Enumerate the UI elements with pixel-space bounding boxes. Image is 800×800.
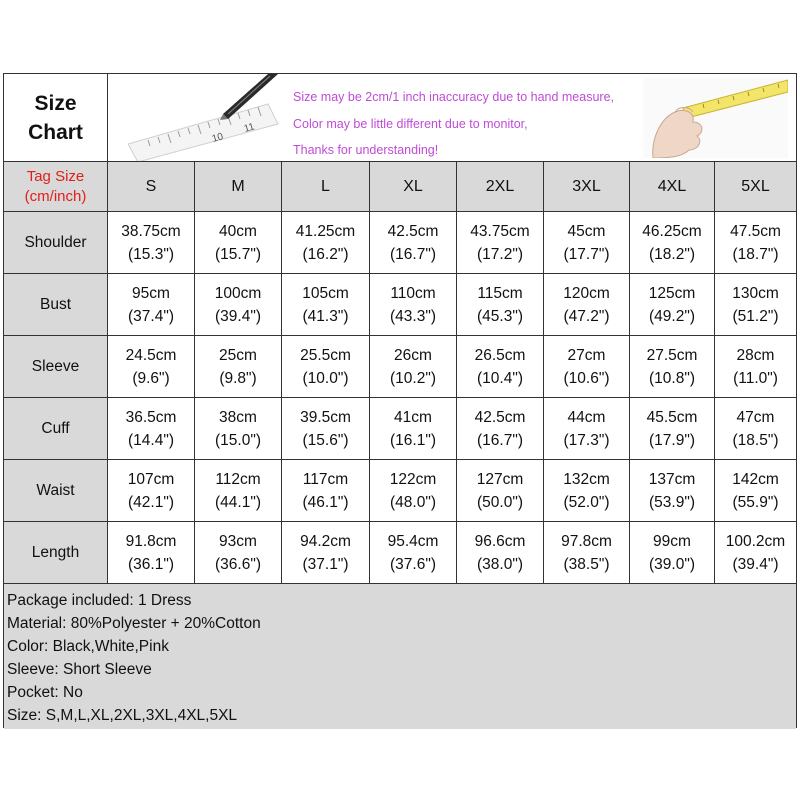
value-inch: (46.1") [302,493,349,511]
value-inch: (48.0") [390,493,436,511]
info-package: Package included: 1 Dress [7,592,192,609]
value-inch: (10.2") [390,369,436,387]
value-cm: 42.5cm [387,222,439,240]
value-cm: 42.5cm [474,408,526,426]
value-cm: 46.25cm [642,222,702,240]
table-cell [715,460,796,522]
size-header-3xl: 3XL [544,162,630,212]
table-cell [108,460,195,522]
table-cell [457,398,544,460]
value-cm: 26.5cm [474,346,526,364]
row-label: Length [4,522,108,584]
table-row-waist [4,460,796,522]
value-cm: 36.5cm [125,408,177,426]
value-inch: (49.2") [649,307,695,325]
table-cell [370,398,457,460]
value-cm: 39.5cm [300,408,351,426]
value-inch: (11.0") [733,369,778,387]
table-cell [630,274,715,336]
value-cm: 120cm [563,284,610,302]
table-cell [715,398,796,460]
table-cell [715,336,796,398]
table-cell [457,212,544,274]
value-cm: 97.8cm [561,532,612,550]
table-cell [630,522,715,584]
value-cm: 100cm [214,284,262,302]
title-line-2: Chart [28,120,83,144]
value-inch: (45.3") [477,307,523,325]
value-inch: (16.2") [302,245,349,263]
value-inch: (50.0") [477,493,523,511]
value-inch: (42.1") [128,493,174,511]
value-inch: (15.3") [128,245,174,263]
value-cm: 115cm [477,284,523,302]
value-cm: 95.4cm [387,532,439,550]
value-inch: (17.3") [563,431,610,449]
hand-measuring-tape-icon [643,78,788,158]
table-cell [630,398,715,460]
info-material: Material: 80%Polyester + 20%Cotton [7,615,261,632]
value-inch: (37.1") [302,555,349,573]
table-cell [108,522,195,584]
table-cell [108,336,195,398]
ruler-number-10: 10 [210,131,225,145]
row-label: Waist [4,460,108,522]
value-cm: 45.5cm [646,408,698,426]
table-cell [630,212,715,274]
table-row-length [4,522,796,584]
note-inaccuracy: Size may be 2cm/1 inch inaccuracy due to hand measure, [293,90,615,104]
product-info [4,584,796,729]
size-header-s: S [108,162,195,212]
table-cell [457,336,544,398]
value-cm: 28cm [736,346,775,364]
value-inch: (18.7") [732,245,779,263]
value-inch: (15.0") [215,431,261,449]
value-inch: (16.1") [390,431,436,449]
info-pocket: Pocket: No [7,684,83,701]
ruler-number-11: 11 [242,121,256,135]
table-cell [630,460,715,522]
value-inch: (39.4") [732,555,779,573]
value-cm: 41.25cm [295,222,356,240]
value-inch: (43.3") [390,307,436,325]
table-cell [108,398,195,460]
size-header-l: L [282,162,370,212]
value-inch: (16.7") [477,431,523,449]
value-inch: (14.4") [128,431,174,449]
header-row [4,74,796,162]
value-cm: 41cm [394,408,432,426]
value-inch: (37.6") [390,555,436,573]
value-cm: 96.6cm [474,532,526,550]
value-cm: 91.8cm [125,532,177,550]
row-label: Shoulder [4,212,108,274]
value-cm: 95cm [132,284,170,302]
value-inch: (52.0") [563,493,610,511]
table-cell [715,274,796,336]
table-cell [282,336,370,398]
table-cell [282,460,370,522]
size-chart-table [3,73,797,728]
table-cell [195,212,282,274]
table-row-sleeve [4,336,796,398]
value-inch: (38.5") [563,555,610,573]
value-cm: 27cm [567,346,606,364]
value-cm: 117cm [302,470,349,488]
value-inch: (10.0") [302,369,349,387]
value-cm: 25.5cm [300,346,351,364]
value-inch: (15.6") [302,431,349,449]
value-inch: (36.1") [128,555,174,573]
value-cm: 26cm [394,346,432,364]
table-cell [544,522,630,584]
value-cm: 105cm [302,284,349,302]
value-cm: 44cm [567,408,606,426]
value-cm: 27.5cm [646,346,698,364]
info-sizes: Size: S,M,L,XL,2XL,3XL,4XL,5XL [7,707,238,724]
size-chart-title [4,74,108,162]
pen-ruler-icon [128,74,308,162]
tag-size-label-line-2: (cm/inch) [24,187,87,205]
table-cell [544,212,630,274]
tag-size-label-line-1: Tag Size [26,167,85,185]
value-inch: (16.7") [390,245,436,263]
value-cm: 142cm [732,470,779,488]
value-inch: (53.9") [649,493,695,511]
table-cell [544,274,630,336]
table-cell [108,212,195,274]
value-cm: 122cm [389,470,437,488]
value-inch: (55.9") [732,493,779,511]
table-cell [195,336,282,398]
value-cm: 110cm [390,284,436,302]
size-header-2xl: 2XL [457,162,544,212]
table-cell [370,336,457,398]
value-inch: (9.8") [219,369,257,387]
value-inch: (47.2") [563,307,610,325]
row-label: Sleeve [4,336,108,398]
value-cm: 130cm [732,284,779,302]
value-cm: 45cm [567,222,606,240]
value-cm: 99cm [653,532,691,550]
tag-size-label [4,162,108,212]
table-cell [544,336,630,398]
value-inch: (39.4") [215,307,261,325]
value-cm: 38.75cm [121,222,181,240]
value-cm: 107cm [127,470,175,488]
table-cell [370,522,457,584]
size-header-m: M [195,162,282,212]
table-cell [282,274,370,336]
value-inch: (17.9") [649,431,695,449]
table-row-shoulder [4,212,796,274]
value-inch: (10.4") [477,369,523,387]
table-cell [715,212,796,274]
table-cell [195,274,282,336]
table-cell [282,398,370,460]
value-inch: (37.4") [128,307,174,325]
table-cell [370,212,457,274]
value-cm: 94.2cm [300,532,351,550]
value-cm: 93cm [219,532,257,550]
table-cell [630,336,715,398]
table-row-cuff [4,398,796,460]
value-cm: 25cm [219,346,257,364]
title-line-1: Size [34,91,77,115]
value-inch: (36.6") [215,555,261,573]
info-color: Color: Black,White,Pink [7,638,169,655]
banner-notes [108,74,796,162]
table-cell [282,522,370,584]
note-thanks: Thanks for understanding! [293,143,439,157]
table-cell [370,460,457,522]
table-cell [457,522,544,584]
value-cm: 100.2cm [725,532,786,550]
value-cm: 125cm [648,284,696,302]
value-inch: (41.3") [302,307,349,325]
value-cm: 112cm [215,470,261,488]
size-header-xl: XL [370,162,457,212]
value-cm: 38cm [219,408,257,426]
value-cm: 137cm [648,470,696,488]
table-cell [195,460,282,522]
value-inch: (17.7") [563,245,610,263]
value-inch: (39.0") [649,555,695,573]
value-inch: (18.2") [649,245,695,263]
value-cm: 43.75cm [470,222,530,240]
value-cm: 132cm [563,470,610,488]
value-inch: (18.5") [732,431,779,449]
value-inch: (17.2") [477,245,523,263]
value-inch: (15.7") [215,245,261,263]
note-color: Color may be little different due to monitor, [293,117,528,131]
table-row-bust [4,274,796,336]
value-cm: 127cm [476,470,524,488]
size-header-4xl: 4XL [630,162,715,212]
value-cm: 47.5cm [730,222,781,240]
tag-size-row [4,162,796,212]
table-cell [544,398,630,460]
info-sleeve: Sleeve: Short Sleeve [7,661,152,678]
table-cell [544,460,630,522]
value-cm: 47cm [736,408,775,426]
row-label: Bust [4,274,108,336]
row-label: Cuff [4,398,108,460]
value-inch: (38.0") [477,555,523,573]
table-cell [282,212,370,274]
table-cell [195,398,282,460]
table-cell [457,274,544,336]
value-inch: (9.6") [132,369,170,387]
table-cell [108,274,195,336]
value-inch: (44.1") [215,493,261,511]
value-inch: (10.8") [649,369,695,387]
table-cell [715,522,796,584]
table-cell [457,460,544,522]
value-cm: 40cm [219,222,257,240]
size-header-5xl: 5XL [715,162,796,212]
value-inch: (10.6") [563,369,610,387]
table-cell [370,274,457,336]
table-cell [195,522,282,584]
value-cm: 24.5cm [125,346,177,364]
value-inch: (51.2") [732,307,779,325]
